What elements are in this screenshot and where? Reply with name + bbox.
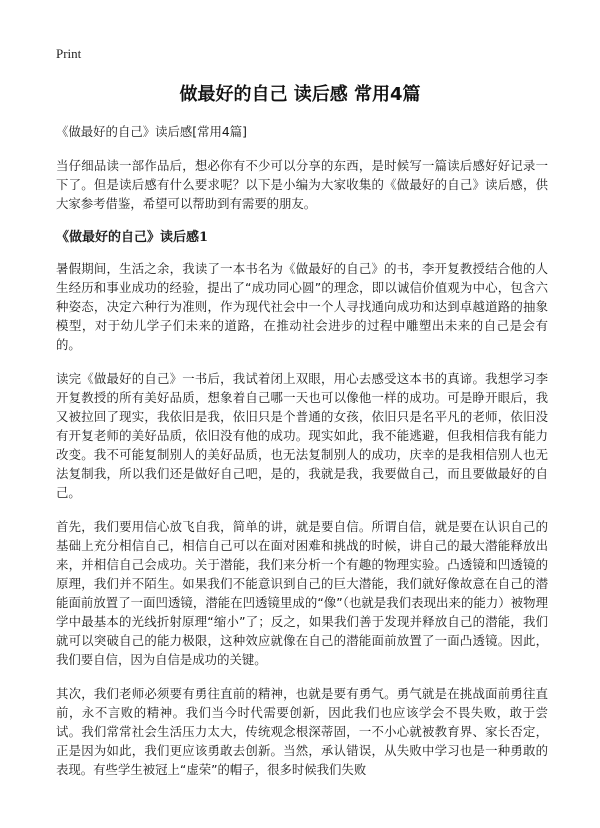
section-heading: 《做最好的自己》读后感1 xyxy=(56,230,209,245)
body-paragraph-2: 读完《做最好的自己》一书后，我试着闭上双眼，用心去感受这本书的真谛。我想学习李开复教授的所有美好品质，想象着自己哪一天也可以像他一样的成功。可是睁开眼后，我又被拉回了现实，我依旧是我，依旧只是个普通的女孩，依旧只是名平凡的老师，依旧没有开复老师的美好品质，依旧没有他的成功。现实如此，我不能逃避，但我相信我有能力改变。我不可能复制别人的美好品质，也无法复制别人的成功，庆幸的是我相信别人也无法复制我，所以我们还是做好自己吧，是的，我就是我，我要做自己，而且要做最好的自己。 xyxy=(56,371,548,500)
page-title: 做最好的自己 读后感 常用4篇 xyxy=(179,84,421,105)
body-paragraph-4: 其次，我们老师必须要有勇往直前的精神，也就是要有勇气。勇气就是在挑战面前勇往直前，永不言败的精神。我们当今时代需要创新，因此我们也应该学会不畏失败，敢于尝试。我们常常社会生活压力太大，传统观念根深蒂固，一不小心就被教育界、家长否定，正是因为如此，我们更应该勇敢去创新。当然，承认错误，从失败中学习也是一种勇敢的表现。有些学生被冠上“虚荣”的帽子，很多时候我们失败 xyxy=(56,686,548,777)
body-paragraph-3: 首先，我们要用信心放飞自我，简单的讲，就是要自信。所谓自信，就是要在认识自己的基础上充分相信自己，相信自己可以在面对困难和挑战的时候，讲自己的最大潜能释放出来，并相信自己会成功。关于潜能，我们来分析一个有趣的物理实验。凸透镜和凹透镜的原理，我们并不陌生。如果我们不能意识到自己的巨大潜能，我们就好像故意在自己的潜能面前放置了一面凹透镜，潜能在凹透镜里成的“像”（也就是我们表现出来的能力）被物理学中最基本的光线折射原理“缩小”了；反之，如果我们善于发现并释放自己的潜能，我们就可以突破自己的能力极限，这种效应就像在自己的潜能面前放置了一面凸透镜。因此，我们要自信，因为自信是成功的关键。 xyxy=(56,519,548,667)
print-link[interactable]: Print xyxy=(56,46,82,61)
document-subtitle: 《做最好的自己》读后感[常用4篇] xyxy=(56,124,248,139)
document-body xyxy=(56,122,548,794)
body-paragraph-1: 暑假期间，生活之余，我读了一本书名为《做最好的自己》的书，李开复教授结合他的人生经历和事业成功的经验，提出了“成功同心圆”的理念，即以诚信价值观为中心，包含六种姿态，决定六种行为准则，作为现代社会中一个人寻找通向成功和达到卓越道路的抽象模型，对于幼儿学子们未来的道路，在推动社会进步的过程中雕塑出未来的自己是会有的。 xyxy=(56,261,548,352)
intro-paragraph: 当仔细品读一部作品后，想必你有不少可以分享的东西，是时候写一篇读后感好好记录一下了。但是读后感有什么要求呢？以下是小编为大家收集的《做最好的自己》读后感，供大家参考借鉴，希望可以帮助到有需要的朋友。 xyxy=(56,158,548,211)
